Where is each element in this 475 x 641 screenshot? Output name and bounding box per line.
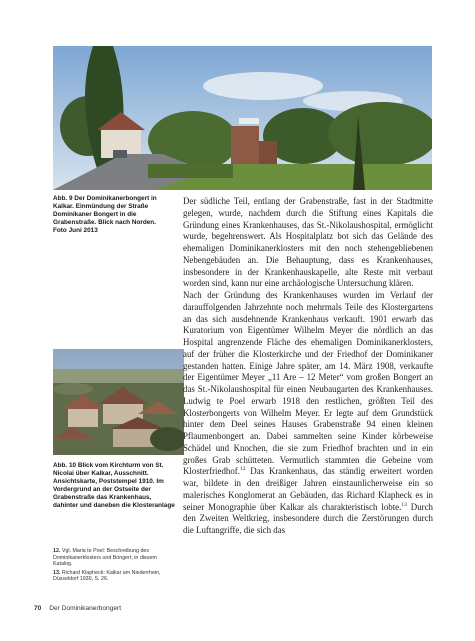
figure-9-photo	[53, 46, 432, 190]
body-text-run: Durch den Zweiten Weltkrieg, insbesondere durch die Zerstörungen durch die Luftangriffe, die sich das	[183, 501, 433, 535]
body-paragraph: Der südliche Teil, entlang der Grabenstraße, fast in der Stadtmitte gelegen, wurde, nachdem durch die Stiftung eines Kapitals die Gründung eines Krankenhauses, das St.-Nikolaushospital, ermöglicht wurde, begehrenswert. Als Hospitalplatz bot sich das Gelände des ehemaligen Dominikanerklosters mit den noch stehengebliebenen Nebengebäuden an. Die Behauptung, dass es Krankenhauses, insbesondere in der Krankenhauskapelle, alte Reste mit verbaut worden sind, kann nur eine archäologische Untersuchung klären.	[183, 196, 433, 289]
footnote	[53, 570, 171, 583]
footnote-text: Richard Klapheck: Kalkar am Niederrhein, Düsseldorf 1930, S. 26.	[53, 569, 161, 583]
running-title: Der Dominikanerbongert	[49, 605, 122, 612]
figure-9-caption: Abb. 9 Der Dominikanerbongert in Kalkar. Einmündung der Straße Dominikaner Bongert in die Grabenstraße. Blick nach Norden. Foto Juni 2013	[53, 195, 157, 234]
body-paragraph	[183, 290, 433, 537]
footnote-text: Vgl. Maria te Poel: Beschreibung des Dominikanerklosters und Bongert, in diesem Katalog.	[53, 548, 157, 568]
footnote-number: 12.	[53, 548, 61, 554]
figure-10-photo	[53, 349, 184, 455]
footnote-number: 13.	[53, 569, 61, 576]
page-number: 70	[34, 605, 42, 612]
body-text-run: Nach der Gründung des Krankenhauses wurden im Verlauf der darauffolgenden Jahrzehnte noch mehrmals Teile des Klostergartens an das sich ausdehnende Krankenhaus verkauft. 1901 erwarb das Kuratorium von Eigentümer Wilhelm Meyer die nördlich an das Hospital angrenzende Fläche des ehemaligen Dominikanerklosters, auf der früher die Klosterkirche und der Friedhof der Dominikaner gestanden hatten. Einige Jahre später, am 14. März 1908, verkaufte der Eigentümer Meyer „11 Are – 12 Meter“ vom großen Bongert an das St.-Nikolaushospital für einen Neubaugarten des Krankenhauses. Ludwig te Poel erwarb 1918 den restlichen, größten Teil des Klosterbongerts von Wilhelm Meyer. Er legte auf dem Grundstück hinter dem Deel seines Hauses Grabenstraße 94 einen kleinen Pflaumenbongert an. Dabei sammelten seine Kinder körbeweise Schädel und Knochen, die sie zum Friedhof brachten und in ein großes Grab schütteten. Vermutlich stammten die Gebeine vom Klosterfriedhof.	[183, 290, 433, 477]
page-footer	[34, 605, 121, 612]
body-text-run: Das Krankenhaus, das ständig erweitert worden war, bildete in den dreißiger Jahren einstaunlicherweise ein so malerisches Konglomerat an Gebäuden, das Richard Klapheck es in seiner Monographie über Kalkar als charakteristisch lobte.	[183, 466, 433, 512]
figure-10-caption: Abb. 10 Blick vom Kirchturm von St. Nicolai über Kalkar, Ausschnitt. Ansichtskarte, Poststempel 1910. Im Vordergrund an der Ostseite der Grabenstraße das Krankenhaus, dahinter und daneben die Klosteranlage	[53, 462, 175, 509]
body-text	[183, 196, 433, 537]
footnote	[53, 548, 171, 568]
footnote-ref: 12	[239, 466, 246, 473]
footnotes	[53, 548, 171, 585]
footnote-ref: 13	[401, 501, 407, 508]
